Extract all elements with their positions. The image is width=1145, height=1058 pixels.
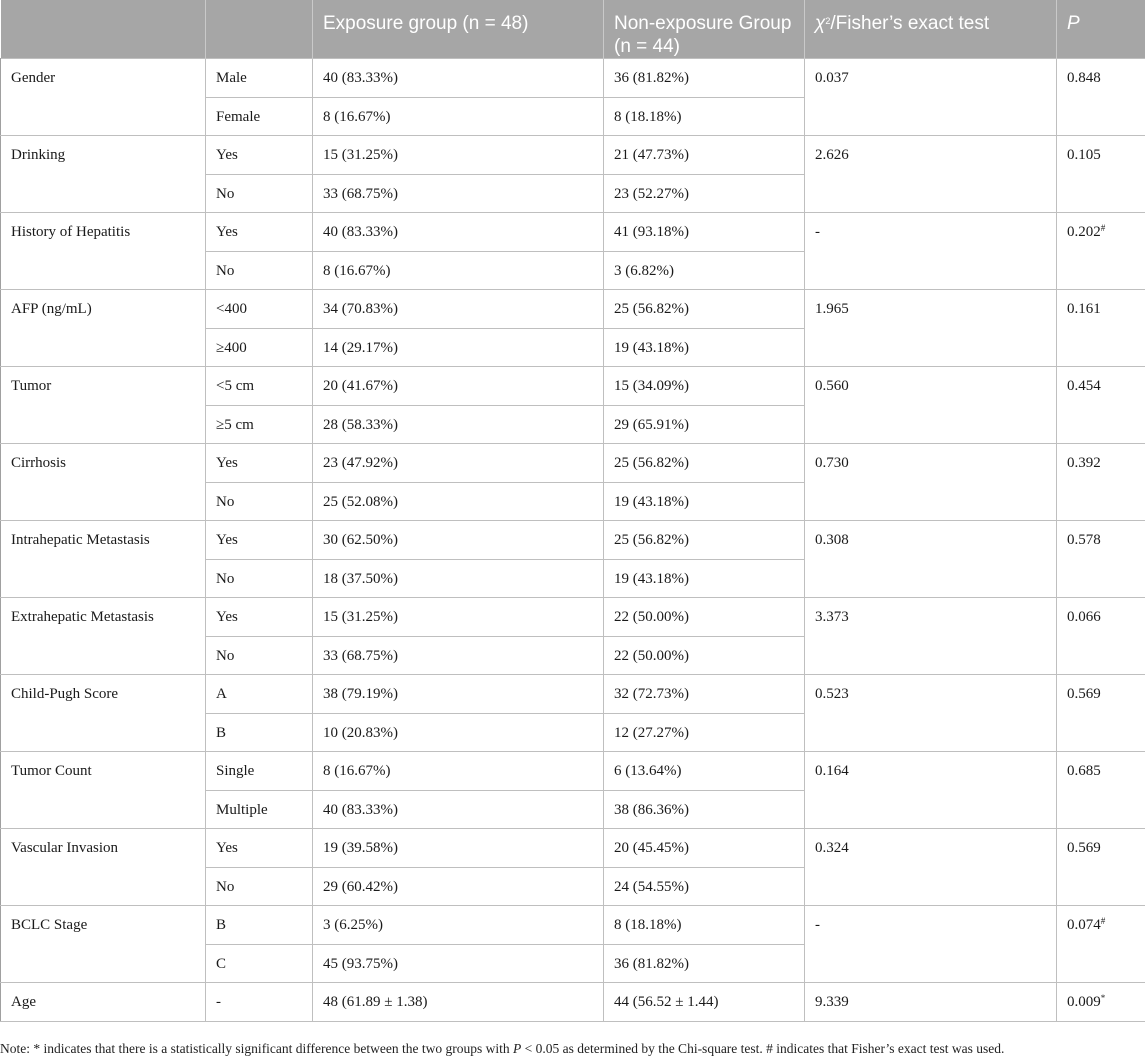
variable-cell: Extrahepatic Metastasis bbox=[1, 598, 206, 675]
p-value: 0.392 bbox=[1067, 455, 1101, 471]
level-cell: No bbox=[206, 559, 313, 598]
variable-cell: BCLC Stage bbox=[1, 906, 206, 983]
exposure-cell: 28 (58.33%) bbox=[313, 405, 604, 444]
statistic-cell: 0.324 bbox=[805, 829, 1057, 906]
level-cell: Yes bbox=[206, 521, 313, 560]
variable-cell: Child-Pugh Score bbox=[1, 675, 206, 752]
level-cell: B bbox=[206, 906, 313, 945]
variable-cell: Tumor bbox=[1, 367, 206, 444]
exposure-cell: 8 (16.67%) bbox=[313, 251, 604, 290]
table-row bbox=[1, 752, 1145, 791]
variable-cell: Age bbox=[1, 983, 206, 1022]
level-cell: Male bbox=[206, 59, 313, 98]
non-exposure-cell: 3 (6.82%) bbox=[604, 251, 805, 290]
p-value-cell bbox=[1057, 136, 1145, 213]
exposure-cell: 19 (39.58%) bbox=[313, 829, 604, 868]
exposure-cell: 40 (83.33%) bbox=[313, 59, 604, 98]
exposure-cell: 29 (60.42%) bbox=[313, 867, 604, 906]
chi-superscript: 2 bbox=[825, 16, 831, 26]
p-value-cell bbox=[1057, 521, 1145, 598]
level-cell: Yes bbox=[206, 213, 313, 252]
header-non-exposure-group: Non-exposure Group (n = 44) bbox=[604, 0, 805, 59]
p-value-mark: # bbox=[1100, 916, 1106, 926]
non-exposure-cell: 15 (34.09%) bbox=[604, 367, 805, 406]
footnote-part1: Note: * indicates that there is a statistically significant difference between the two groups with bbox=[0, 1041, 513, 1056]
exposure-cell: 23 (47.92%) bbox=[313, 444, 604, 483]
p-value-cell bbox=[1057, 906, 1145, 983]
exposure-cell: 40 (83.33%) bbox=[313, 790, 604, 829]
table-row bbox=[1, 906, 1145, 945]
exposure-cell: 33 (68.75%) bbox=[313, 636, 604, 675]
header-variable bbox=[1, 0, 206, 59]
p-value: 0.202 bbox=[1067, 224, 1101, 240]
variable-cell: Vascular Invasion bbox=[1, 829, 206, 906]
non-exposure-cell: 20 (45.45%) bbox=[604, 829, 805, 868]
non-exposure-cell: 44 (56.52 ± 1.44) bbox=[604, 983, 805, 1022]
level-cell: <5 cm bbox=[206, 367, 313, 406]
p-value: 0.105 bbox=[1067, 147, 1101, 163]
variable-cell: Cirrhosis bbox=[1, 444, 206, 521]
table-row bbox=[1, 829, 1145, 868]
table-footnote bbox=[0, 1041, 1145, 1057]
p-value-cell bbox=[1057, 675, 1145, 752]
variable-cell: Tumor Count bbox=[1, 752, 206, 829]
header-exposure-group: Exposure group (n = 48) bbox=[313, 0, 604, 59]
p-value: 0.161 bbox=[1067, 301, 1101, 317]
level-cell: No bbox=[206, 482, 313, 521]
variable-cell: History of Hepatitis bbox=[1, 213, 206, 290]
p-value: 0.074 bbox=[1067, 917, 1101, 933]
statistic-cell: 0.730 bbox=[805, 444, 1057, 521]
exposure-cell: 20 (41.67%) bbox=[313, 367, 604, 406]
exposure-cell: 33 (68.75%) bbox=[313, 174, 604, 213]
exposure-cell: 15 (31.25%) bbox=[313, 598, 604, 637]
variable-cell: Intrahepatic Metastasis bbox=[1, 521, 206, 598]
variable-cell: Drinking bbox=[1, 136, 206, 213]
p-value: 0.685 bbox=[1067, 763, 1101, 779]
non-exposure-cell: 25 (56.82%) bbox=[604, 444, 805, 483]
non-exposure-cell: 32 (72.73%) bbox=[604, 675, 805, 714]
p-value: 0.848 bbox=[1067, 70, 1101, 86]
exposure-cell: 25 (52.08%) bbox=[313, 482, 604, 521]
non-exposure-cell: 22 (50.00%) bbox=[604, 598, 805, 637]
exposure-cell: 15 (31.25%) bbox=[313, 136, 604, 175]
statistic-cell: 0.560 bbox=[805, 367, 1057, 444]
level-cell: A bbox=[206, 675, 313, 714]
p-value: 0.569 bbox=[1067, 840, 1101, 856]
exposure-cell: 40 (83.33%) bbox=[313, 213, 604, 252]
exposure-cell: 45 (93.75%) bbox=[313, 944, 604, 983]
exposure-cell: 10 (20.83%) bbox=[313, 713, 604, 752]
p-value-cell bbox=[1057, 598, 1145, 675]
header-p-value: P bbox=[1057, 0, 1145, 59]
level-cell: <400 bbox=[206, 290, 313, 329]
chi-symbol: χ bbox=[815, 13, 826, 34]
table-row bbox=[1, 675, 1145, 714]
exposure-cell: 8 (16.67%) bbox=[313, 752, 604, 791]
table-row bbox=[1, 367, 1145, 406]
p-value-cell bbox=[1057, 829, 1145, 906]
level-cell: - bbox=[206, 983, 313, 1022]
non-exposure-cell: 12 (27.27%) bbox=[604, 713, 805, 752]
non-exposure-cell: 29 (65.91%) bbox=[604, 405, 805, 444]
exposure-cell: 3 (6.25%) bbox=[313, 906, 604, 945]
p-value-mark: # bbox=[1100, 223, 1106, 233]
level-cell: Yes bbox=[206, 444, 313, 483]
header-test-statistic bbox=[805, 0, 1057, 59]
p-value-cell bbox=[1057, 367, 1145, 444]
statistic-cell: 0.308 bbox=[805, 521, 1057, 598]
non-exposure-cell: 25 (56.82%) bbox=[604, 290, 805, 329]
table-row bbox=[1, 598, 1145, 637]
statistic-cell: 0.164 bbox=[805, 752, 1057, 829]
p-value-cell bbox=[1057, 752, 1145, 829]
p-value: 0.066 bbox=[1067, 609, 1101, 625]
non-exposure-cell: 19 (43.18%) bbox=[604, 328, 805, 367]
level-cell: C bbox=[206, 944, 313, 983]
statistic-cell: - bbox=[805, 213, 1057, 290]
table-body bbox=[1, 59, 1145, 1022]
statistic-cell: 2.626 bbox=[805, 136, 1057, 213]
exposure-cell: 8 (16.67%) bbox=[313, 97, 604, 136]
p-value-cell bbox=[1057, 59, 1145, 136]
level-cell: No bbox=[206, 251, 313, 290]
exposure-cell: 30 (62.50%) bbox=[313, 521, 604, 560]
p-value-cell bbox=[1057, 290, 1145, 367]
table-row bbox=[1, 59, 1145, 98]
non-exposure-cell: 36 (81.82%) bbox=[604, 59, 805, 98]
level-cell: Female bbox=[206, 97, 313, 136]
p-value-cell bbox=[1057, 444, 1145, 521]
exposure-cell: 18 (37.50%) bbox=[313, 559, 604, 598]
level-cell: No bbox=[206, 174, 313, 213]
p-value: 0.009 bbox=[1067, 994, 1101, 1010]
non-exposure-cell: 41 (93.18%) bbox=[604, 213, 805, 252]
non-exposure-cell: 19 (43.18%) bbox=[604, 482, 805, 521]
table-row bbox=[1, 136, 1145, 175]
p-value: 0.454 bbox=[1067, 378, 1101, 394]
level-cell: Yes bbox=[206, 136, 313, 175]
level-cell: No bbox=[206, 636, 313, 675]
test-label: /Fisher’s exact test bbox=[830, 13, 990, 34]
header-row bbox=[1, 0, 1145, 59]
non-exposure-cell: 6 (13.64%) bbox=[604, 752, 805, 791]
exposure-cell: 48 (61.89 ± 1.38) bbox=[313, 983, 604, 1022]
non-exposure-cell: 25 (56.82%) bbox=[604, 521, 805, 560]
level-cell: B bbox=[206, 713, 313, 752]
non-exposure-cell: 23 (52.27%) bbox=[604, 174, 805, 213]
statistic-cell: - bbox=[805, 906, 1057, 983]
level-cell: No bbox=[206, 867, 313, 906]
exposure-cell: 38 (79.19%) bbox=[313, 675, 604, 714]
table-row bbox=[1, 521, 1145, 560]
level-cell: Single bbox=[206, 752, 313, 791]
statistic-cell: 9.339 bbox=[805, 983, 1057, 1022]
non-exposure-cell: 24 (54.55%) bbox=[604, 867, 805, 906]
p-value: 0.578 bbox=[1067, 532, 1101, 548]
table-row bbox=[1, 213, 1145, 252]
level-cell: ≥5 cm bbox=[206, 405, 313, 444]
exposure-cell: 34 (70.83%) bbox=[313, 290, 604, 329]
footnote-part2: < 0.05 as determined by the Chi-square test. # indicates that Fisher’s exact test was used. bbox=[521, 1041, 1005, 1056]
variable-cell: AFP (ng/mL) bbox=[1, 290, 206, 367]
statistic-cell: 3.373 bbox=[805, 598, 1057, 675]
non-exposure-cell: 19 (43.18%) bbox=[604, 559, 805, 598]
statistic-cell: 0.523 bbox=[805, 675, 1057, 752]
table-row bbox=[1, 444, 1145, 483]
p-value-mark: * bbox=[1100, 993, 1106, 1003]
table-row bbox=[1, 983, 1145, 1022]
non-exposure-cell: 21 (47.73%) bbox=[604, 136, 805, 175]
statistic-cell: 1.965 bbox=[805, 290, 1057, 367]
non-exposure-cell: 38 (86.36%) bbox=[604, 790, 805, 829]
table-row bbox=[1, 290, 1145, 329]
non-exposure-cell: 8 (18.18%) bbox=[604, 97, 805, 136]
non-exposure-cell: 8 (18.18%) bbox=[604, 906, 805, 945]
p-value-cell bbox=[1057, 213, 1145, 290]
non-exposure-cell: 22 (50.00%) bbox=[604, 636, 805, 675]
level-cell: ≥400 bbox=[206, 328, 313, 367]
non-exposure-cell: 36 (81.82%) bbox=[604, 944, 805, 983]
footnote-p-symbol: P bbox=[512, 1041, 522, 1056]
p-value-cell bbox=[1057, 983, 1145, 1022]
header-level bbox=[206, 0, 313, 59]
level-cell: Yes bbox=[206, 598, 313, 637]
exposure-cell: 14 (29.17%) bbox=[313, 328, 604, 367]
statistic-cell: 0.037 bbox=[805, 59, 1057, 136]
p-value: 0.569 bbox=[1067, 686, 1101, 702]
level-cell: Multiple bbox=[206, 790, 313, 829]
level-cell: Yes bbox=[206, 829, 313, 868]
table-header bbox=[1, 0, 1145, 59]
variable-cell: Gender bbox=[1, 59, 206, 136]
